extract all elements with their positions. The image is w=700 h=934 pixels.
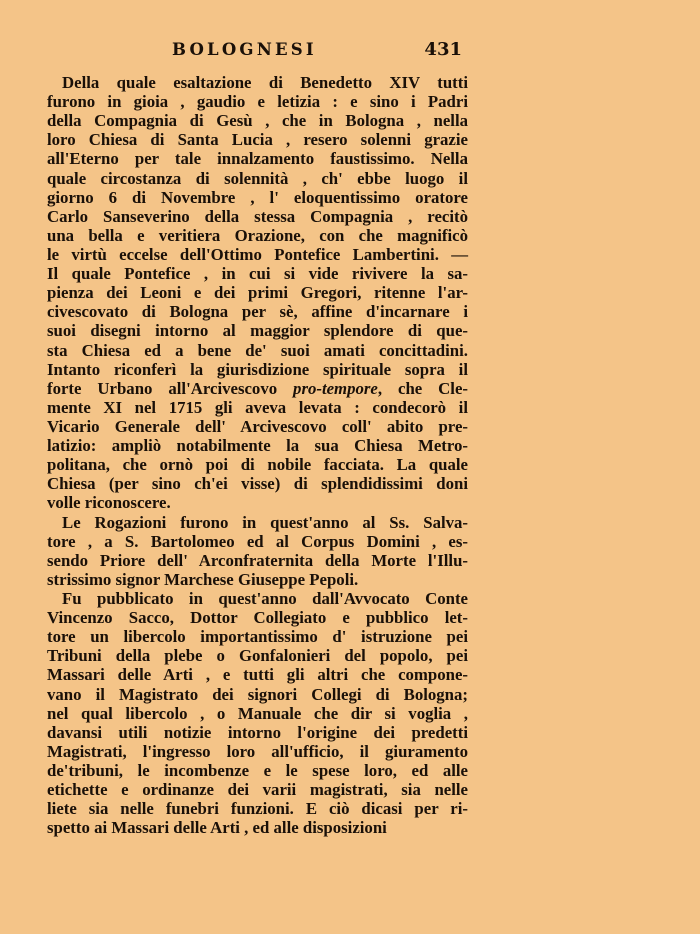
running-head [172, 40, 462, 64]
text-line: vano il Magistrato dei signori Collegi di Bologna; [47, 684, 468, 704]
text-line: Vicario Generale dell' Arcivescovo coll' abito pre- [47, 416, 468, 436]
text-line: Fu pubblicato in quest'anno dall'Avvocato Conte [62, 588, 468, 608]
text-line: Magistrati, l'ingresso loro all'ufficio, il giuramento [47, 741, 468, 761]
text-line: etichette e ordinanze dei varii magistrati, sia nelle [47, 780, 468, 800]
text-line: sendo Priore dell' Arconfraternita della Morte l'Illu- [47, 550, 468, 570]
text-line: Vincenzo Sacco, Dottor Collegiato e pubblico let- [47, 608, 468, 628]
text-line [47, 379, 468, 398]
text-line: Intanto riconferì la giurisdizione spirituale sopra il [47, 359, 468, 379]
text-line: civescovato di Bologna per sè, affine d'incarnare i [47, 302, 468, 322]
text-line: nel qual libercolo , o Manuale che dir si voglia , [47, 703, 468, 723]
text-line: le virtù eccelse dell'Ottimo Pontefice Lambertini. — [47, 244, 468, 264]
text-line: latizio: ampliò notabilmente la sua Chiesa Metro- [47, 436, 468, 456]
text-line: politana, che ornò poi di nobile facciata. La quale [47, 455, 468, 475]
text-line: giorno 6 di Novembre , l' eloquentissimo oratore [47, 187, 468, 207]
text-line: strissimo signor Marchese Giuseppe Pepoli. [47, 569, 359, 589]
text-line: spetto ai Massari delle Arti , ed alle disposizioni [47, 818, 387, 838]
text-line: de'tribuni, le incombenze e le spese loro, ed alle [47, 760, 468, 780]
text-line: quale circostanza di solennità , ch' ebbe luogo il [47, 168, 468, 188]
text-line: Chiesa (per sino ch'ei visse) di splendidissimi doni [47, 474, 468, 494]
italic-term: pro-tempore [293, 378, 378, 398]
text-segment: , che Cle- [377, 378, 468, 398]
page-number: 431 [424, 39, 462, 60]
running-title: BOLOGNESI [172, 40, 317, 59]
text-line: Le Rogazioni furono in quest'anno al Ss. Salva- [62, 512, 468, 532]
text-line: della Compagnia di Gesù , che in Bologna , nella [47, 111, 468, 131]
text-line: Massari delle Arti , e tutti gli altri che compone- [47, 665, 468, 685]
text-line: mente XI nel 1715 gli aveva levata : condecorò il [47, 397, 468, 417]
text-line: volle riconoscere. [47, 493, 171, 513]
text-line: liete sia nelle funebri funzioni. E ciò dicasi per ri- [47, 799, 468, 819]
text-line: all'Eterno per tale innalzamento faustissimo. Nella [47, 149, 468, 169]
text-line: davansi utili notizie intorno l'origine dei predetti [47, 722, 468, 742]
text-line: loro Chiesa di Santa Lucia , resero solenni grazie [47, 130, 468, 150]
text-line: suoi disegni intorno al maggior splendore di que- [47, 321, 468, 341]
body-text [47, 73, 468, 837]
text-line: sta Chiesa ed a bene de' suoi amati concittadini. [47, 340, 468, 360]
text-line: Tribuni della plebe o Gonfalonieri del popolo, pei [47, 646, 468, 666]
text-line: Il quale Pontefice , in cui si vide rivivere la sa- [47, 264, 468, 284]
text-line: una bella e veritiera Orazione, con che magnificò [47, 225, 468, 245]
text-line: Della quale esaltazione di Benedetto XIV tutti [62, 73, 468, 92]
text-line: furono in gioia , gaudio e letizia : e sino i Padri [47, 92, 468, 112]
text-line: tore un libercolo importantissimo d' istruzione pei [47, 627, 468, 647]
text-segment: forte Urbano all'Arcivescovo [47, 378, 294, 398]
text-line: Carlo Sanseverino della stessa Compagnia , recitò [47, 206, 468, 226]
text-line: pienza dei Leoni e dei primi Gregori, ritenne l'ar- [47, 283, 468, 303]
text-line: tore , a S. Bartolomeo ed al Corpus Domini , es- [47, 531, 468, 551]
